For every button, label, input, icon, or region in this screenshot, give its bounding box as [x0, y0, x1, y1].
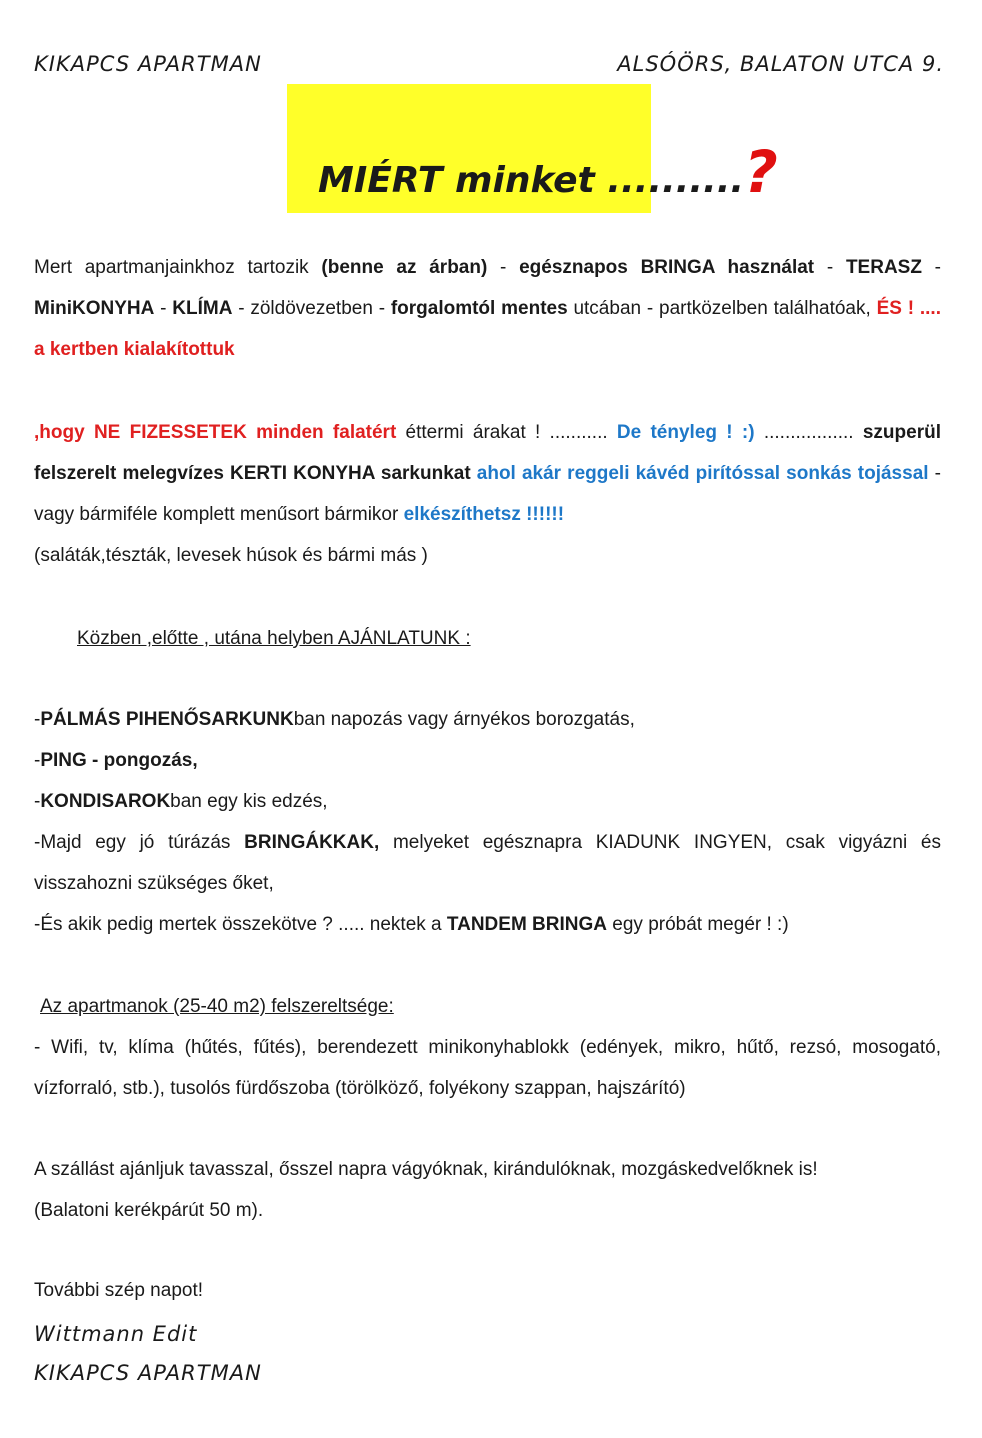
kitchen-really: De tényleg ! :): [616, 422, 755, 443]
intro-text: Mert apartmanjainkhoz tartozik: [34, 257, 322, 278]
offer-text: melyeket egésznapra KIADUNK INGYEN, csak vigyázni és visszahozni szükséges őket,: [34, 832, 941, 894]
kitchen-garden-kitchen: szuperül felszerelt melegvízes KERTI KONYHA sarkunkat: [34, 422, 941, 484]
list-item: [34, 781, 941, 822]
equipment-text: - Wifi, tv, klíma (hűtés, fűtés), berendezett minikonyhablokk (edények, mikro, hűtő, rezsó, mosogató, vízforraló, stb.), tusolós fürdőszoba (törölköző, folyékony szappan, hajszárító): [34, 1037, 941, 1099]
intro-sep: -: [921, 257, 941, 278]
signature-company: KIKAPCS APARTMAN: [34, 1361, 262, 1385]
list-item: [34, 740, 941, 781]
offer-prefix: -: [34, 709, 41, 730]
intro-paragraph: [34, 247, 941, 370]
offer-text: ban napozás vagy árnyékos borozgatás,: [293, 709, 635, 730]
list-item: [34, 699, 941, 740]
kitchen-can-cook: elkészíthetsz !!!!!!: [403, 504, 565, 525]
offer-list: [34, 699, 941, 945]
kitchen-restaurant-prices: éttermi árakat ! ...........: [396, 422, 617, 443]
intro-aircon: KLÍMA: [172, 298, 233, 319]
title-question-mark: ?: [744, 138, 778, 206]
offer-heading: [77, 618, 937, 659]
intro-price-included: (benne az árban): [321, 257, 488, 278]
kitchen-examples: (saláták,tészták, levesek húsok és bármi más ): [34, 545, 428, 566]
kitchen-paragraph: [34, 412, 941, 576]
page-title: [318, 138, 778, 206]
kitchen-no-pay: ,hogy NE FIZESSETEK minden falatért: [34, 422, 397, 443]
list-item: [34, 822, 941, 904]
intro-bike: egésznapos BRINGA használat: [519, 257, 815, 278]
recommend-paragraph: [34, 1149, 941, 1231]
recommend-bike-path: (Balatoni kerékpárút 50 m).: [34, 1200, 264, 1221]
offer-highlight: PÁLMÁS PIHENŐSARKUNK: [40, 709, 294, 730]
intro-terrace: TERASZ: [845, 257, 922, 278]
kitchen-breakfast: ahol akár reggeli kávéd pirítóssal sonkás tojással: [476, 463, 929, 484]
offer-highlight: KONDISAROK: [40, 791, 171, 812]
intro-sep: -: [814, 257, 846, 278]
recommend-line: A szállást ajánljuk tavasszal, ősszel napra vágyóknak, kirándulóknak, mozgáskedvelőknek is!: [34, 1159, 818, 1180]
kitchen-dots: .................: [754, 422, 863, 443]
intro-location: utcában - partközelben találhatóak,: [567, 298, 877, 319]
equipment-heading-text: Az apartmanok (25-40 m2) felszereltsége:: [40, 996, 394, 1017]
offer-highlight: BRINGÁKKAK,: [244, 832, 380, 853]
intro-sep: -: [154, 298, 173, 319]
offer-prefix: -: [34, 791, 41, 812]
header-address: ALSÓÖRS, BALATON UTCA 9.: [617, 52, 944, 76]
offer-prefix: -Majd egy jó túrázás: [34, 832, 245, 853]
intro-minikitchen: MiniKONYHA: [34, 298, 155, 319]
offer-prefix: -És akik pedig mertek összekötve ? ..... nektek a: [34, 914, 447, 935]
equipment-heading: [40, 986, 940, 1027]
intro-traffic-free: forgalomtól mentes: [390, 298, 568, 319]
title-main: MIÉRT minket ..........: [318, 160, 745, 201]
offer-text: egy próbát megér ! :): [607, 914, 789, 935]
offer-text: ban egy kis edzés,: [170, 791, 328, 812]
intro-sep: -: [487, 257, 520, 278]
intro-garden: ÉS ! .... a kertben kialakítottuk: [34, 298, 941, 360]
closing-greeting: További szép napot!: [34, 1280, 204, 1301]
kitchen-menu: - vagy bármiféle komplett menűsort bármikor: [34, 463, 941, 525]
header-company-name: KIKAPCS APARTMAN: [34, 52, 262, 76]
offer-prefix: -: [34, 750, 41, 771]
list-item: [34, 904, 941, 945]
offer-highlight: PING - pongozás,: [40, 750, 198, 771]
offer-heading-text: Közben ,előtte , utána helyben AJÁNLATUNK :: [77, 628, 471, 649]
signature-name: Wittmann Edit: [34, 1322, 198, 1346]
offer-highlight: TANDEM BRINGA: [446, 914, 608, 935]
intro-green: - zöldövezetben -: [232, 298, 391, 319]
